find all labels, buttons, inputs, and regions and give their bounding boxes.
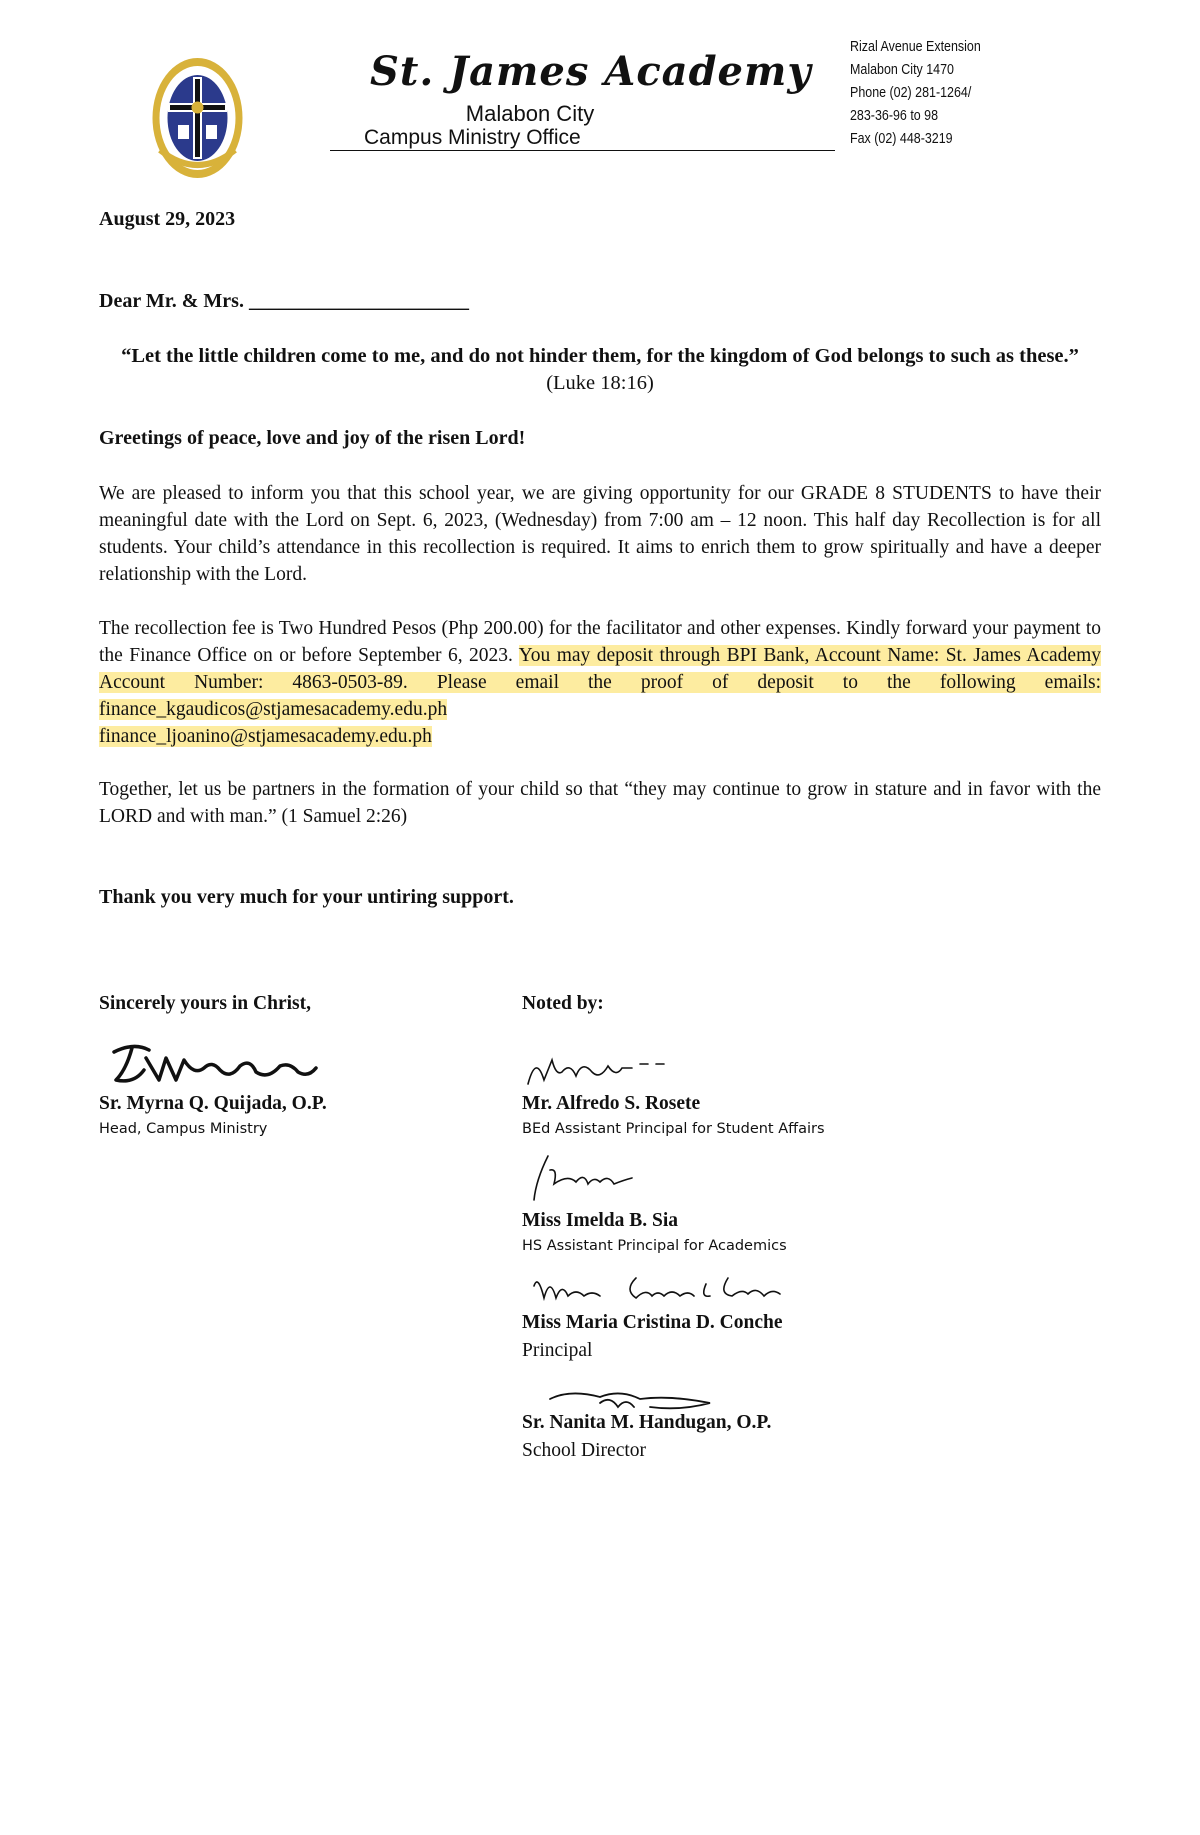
- contact-block: [850, 36, 981, 151]
- greeting: Greetings of peace, love and joy of the risen Lord!: [99, 427, 526, 449]
- signatory-position: HS Assistant Principal for Academics: [522, 1238, 787, 1254]
- signatory-position: BEd Assistant Principal for Student Affairs: [522, 1121, 825, 1137]
- finance-email-2: finance_ljoanino@stjamesacademy.edu.ph: [99, 726, 432, 747]
- thank-you-line: Thank you very much for your untiring support.: [99, 886, 514, 908]
- payment-text: The recollection fee is Two Hundred Pesos (Php 200.00) for the facilitator and other expenses. Kindly forward your payment to the Finance Office on or before September 6, 2023.: [99, 618, 1101, 666]
- closing-sincerely: Sincerely yours in Christ,: [99, 993, 311, 1014]
- school-name: St. James Academy: [370, 48, 812, 95]
- quote-reference: (Luke 18:16): [546, 372, 654, 394]
- school-city: Malabon City: [465, 101, 595, 126]
- deposit-instructions: You may deposit through BPI Bank, Account Name: St. James Academy Account Number: 4863-0503-89. Please email the proof of deposit to the following emails: finance_kgaudicos@stjamesacademy.edu.ph: [99, 645, 1102, 720]
- signatory-name: Miss Imelda B. Sia: [522, 1210, 679, 1231]
- letter-date: August 29, 2023: [99, 208, 236, 230]
- contact-line: Rizal Avenue Extension: [850, 39, 981, 55]
- signatory-name: Sr. Nanita M. Handugan, O.P.: [522, 1412, 772, 1433]
- signatory-position: School Director: [522, 1440, 647, 1461]
- contact-line: Fax (02) 448-3219: [850, 131, 953, 147]
- quote-text: “Let the little children come to me, and do not hinder them, for the kingdom of God belongs to such as these.”: [121, 345, 1079, 367]
- signatory-name: Miss Maria Cristina D. Conche: [522, 1312, 783, 1333]
- signature-conche: [528, 1268, 808, 1313]
- paragraph-announcement: We are pleased to inform you that this school year, we are giving opportunity for our GRADE 8 STUDENTS to have their meaningful date with the Lord on Sept. 6, 2023, (Wednesday) from 7:00 am – 12 noon. This half day Recollection is for all students. Your child’s attendance in this recollection is required. It aims to enrich them to grow spiritually and have a deeper relationship with the Lord.: [99, 483, 1101, 585]
- signatory-position: Head, Campus Ministry: [99, 1121, 268, 1137]
- signatory-name: Sr. Myrna Q. Quijada, O.P.: [99, 1093, 327, 1114]
- signatory-position: Principal: [522, 1340, 593, 1361]
- contact-line: 283-36-96 to 98: [850, 108, 939, 124]
- contact-line: Phone (02) 281-1264/: [850, 85, 972, 101]
- signatory-name: Mr. Alfredo S. Rosete: [522, 1093, 701, 1114]
- signature-quijada: [104, 1040, 324, 1090]
- signature-rosete: [522, 1050, 682, 1090]
- contact-line: Malabon City 1470: [850, 62, 954, 78]
- school-seal-logo: [150, 55, 245, 181]
- bible-quote: [99, 343, 1101, 397]
- salutation: Dear Mr. & Mrs. ______________________: [99, 290, 469, 312]
- office-name: Campus Ministry Office: [364, 126, 581, 149]
- closing-noted-by: Noted by:: [522, 993, 604, 1014]
- paragraph-closing: Together, let us be partners in the formation of your child so that “they may continue to grow in stature and in favor with the LORD and with man.” (1 Samuel 2:26): [99, 779, 1101, 827]
- signature-sia: [528, 1150, 658, 1205]
- paragraph-payment: [99, 615, 1101, 750]
